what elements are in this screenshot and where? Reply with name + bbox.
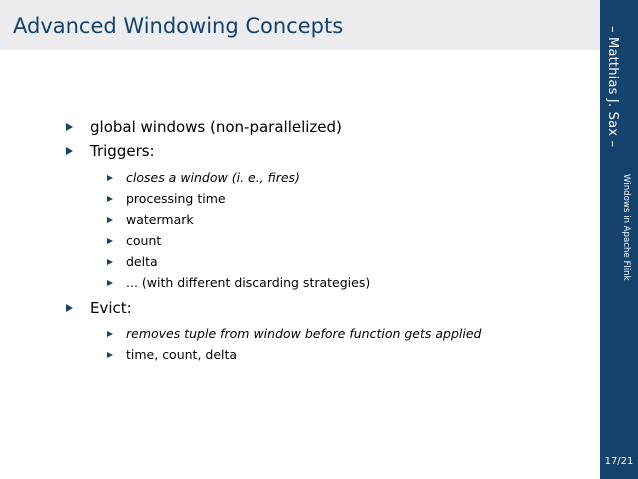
author-name: – Matthias J. Sax – bbox=[605, 26, 620, 148]
list-item bbox=[107, 346, 237, 364]
sidebar bbox=[600, 0, 638, 479]
triangle-bullet-icon bbox=[107, 238, 113, 244]
talk-title: Windows in Apache Flink bbox=[621, 174, 631, 281]
triangle-bullet-icon bbox=[107, 196, 113, 202]
triangle-bullet-icon bbox=[66, 147, 73, 155]
slide-title: Advanced Windowing Concepts bbox=[13, 14, 344, 38]
list-item bbox=[107, 232, 161, 250]
sidebar-labels bbox=[600, 0, 638, 479]
bullet-text: time, count, delta bbox=[126, 347, 238, 362]
triangle-bullet-icon bbox=[107, 175, 113, 181]
triangle-bullet-icon bbox=[107, 259, 113, 265]
triangle-bullet-icon bbox=[66, 123, 73, 131]
list-item bbox=[107, 190, 226, 208]
list-item bbox=[107, 274, 370, 292]
list-item bbox=[66, 141, 155, 161]
triangle-bullet-icon bbox=[66, 304, 73, 312]
list-item bbox=[107, 253, 158, 271]
bullet-text: Triggers: bbox=[90, 142, 155, 160]
bullet-text: ... (with different discarding strategies) bbox=[126, 275, 371, 290]
bullet-text: watermark bbox=[126, 212, 194, 227]
list-item bbox=[107, 169, 300, 187]
triangle-bullet-icon bbox=[107, 280, 113, 286]
page-number: 17/21 bbox=[604, 456, 634, 467]
triangle-bullet-icon bbox=[107, 217, 113, 223]
bullet-text: global windows (non-parallelized) bbox=[90, 118, 342, 136]
list-item bbox=[66, 117, 342, 137]
bullet-text: removes tuple from window before function gets applied bbox=[126, 326, 482, 341]
list-item bbox=[107, 211, 194, 229]
triangle-bullet-icon bbox=[107, 331, 113, 337]
list-item bbox=[107, 325, 481, 343]
bullet-text: count bbox=[126, 233, 162, 248]
list-item bbox=[66, 298, 132, 318]
triangle-bullet-icon bbox=[107, 352, 113, 358]
bullet-text: delta bbox=[126, 254, 158, 269]
bullet-text: closes a window (i. e., fires) bbox=[126, 170, 300, 185]
bullet-text: Evict: bbox=[90, 299, 132, 317]
bullet-text: processing time bbox=[126, 191, 226, 206]
